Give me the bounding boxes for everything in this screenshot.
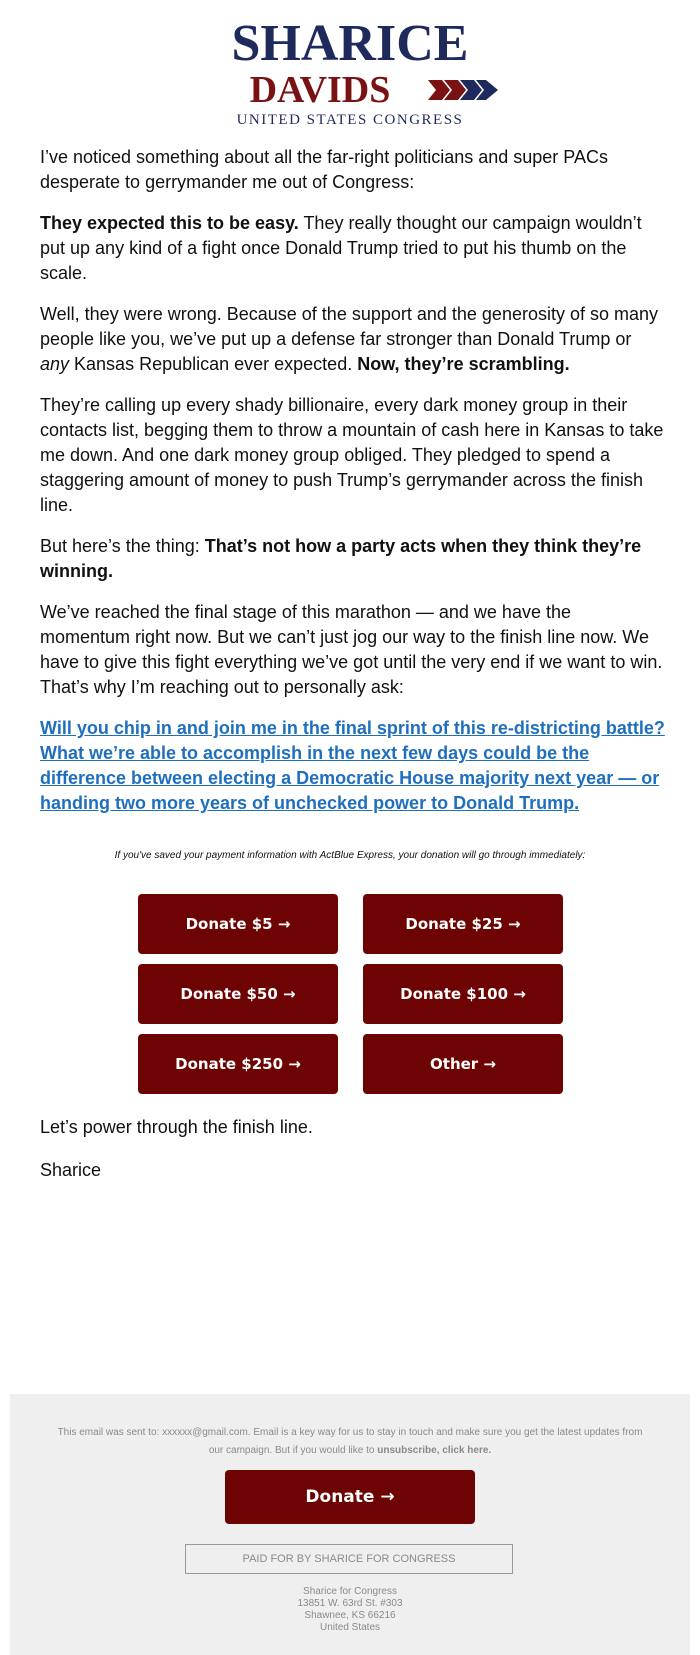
donate-50-button[interactable]: Donate $50 → — [138, 964, 338, 1024]
address-line: Shawnee, KS 66216 — [304, 1610, 396, 1621]
donate-other-button[interactable]: Other → — [363, 1034, 563, 1094]
paragraph-expected — [40, 211, 665, 286]
chevron-arrow-icon — [428, 80, 498, 100]
text-the-thing-start: But here’s the thing: — [40, 536, 205, 556]
unsubscribe-link[interactable]: unsubscribe, click here. — [377, 1445, 492, 1456]
donate-250-button[interactable]: Donate $250 → — [138, 1034, 338, 1094]
email-footer — [10, 1394, 690, 1655]
italic-any: any — [40, 354, 70, 374]
logo-name-first: SHARICE — [231, 15, 469, 72]
paragraph-the-thing — [40, 534, 665, 584]
closing-section — [40, 1115, 665, 1201]
sharice-davids-logo — [0, 15, 700, 129]
footer-donate-button[interactable]: Donate → — [225, 1470, 475, 1524]
mailing-address — [10, 1586, 690, 1634]
address-line: Sharice for Congress — [303, 1586, 397, 1597]
address-line: United States — [319, 1622, 381, 1633]
text-wrong-mid: Kansas Republican ever expected. — [69, 354, 358, 374]
donate-25-button[interactable]: Donate $25 → — [363, 894, 563, 954]
footer-email: xxxxxx@gmail.com — [162, 1427, 248, 1438]
text-wrong-start: Well, they were wrong. Because of the support and the generosity of so many people like you, we’ve put up a defense far stronger than Donald Trump or — [40, 304, 659, 349]
bold-not-winning: That’s not how a party acts when they think they’re winning. — [40, 536, 642, 581]
bold-scrambling: Now, they’re scrambling. — [357, 354, 570, 374]
paragraph-wrong — [40, 302, 665, 377]
footer-sent-suffix: . Email is a key way for us to stay in touch and make sure you get the latest updates from our campaign. But if you would like to — [208, 1427, 643, 1456]
paragraph-intro: I’ve noticed something about all the far-right politicians and super PACs desperate to gerrymander me out of Congress: — [40, 147, 608, 192]
ask-donate-link[interactable]: Will you chip in and join me in the final sprint of this re-districting battle? What we’re able to accomplish in the next few days could be the difference between electing a Democratic House majority next year — or handing two more years of unchecked power to Donald Trump. — [40, 718, 665, 813]
bold-expected: They expected this to be easy. — [40, 213, 299, 233]
paragraph-dark-money: They’re calling up every shady billionaire, every dark money group in their contacts list, begging them to throw a mountain of cash here in Kansas to take me down. And one dark money group obliged. They pledged to spend a staggering amount of money to push Trump’s gerrymander across the finish line. — [40, 395, 664, 515]
paid-for-disclaimer: PAID FOR BY SHARICE FOR CONGRESS — [185, 1544, 513, 1574]
paragraph-ask — [40, 716, 665, 816]
actblue-express-notice: If you've saved your payment information with ActBlue Express, your donation will go through immediately: — [114, 850, 586, 861]
donate-5-button[interactable]: Donate $5 → — [138, 894, 338, 954]
donate-100-button[interactable]: Donate $100 → — [363, 964, 563, 1024]
logo-name-last-text: DAVIDS — [249, 69, 391, 111]
text-expected-rest: They really thought our campaign wouldn’t put up any kind of a fight once Donald Trump tried to put his thumb on the scale. — [40, 213, 642, 283]
email-body — [40, 145, 665, 839]
closing-line: Let’s power through the finish line. — [40, 1117, 313, 1137]
footer-sent-prefix: This email was sent to: — [57, 1427, 163, 1438]
address-line: 13851 W. 63rd St. #303 — [297, 1598, 403, 1609]
logo-name-last — [250, 70, 391, 110]
logo-subtitle: UNITED STATES CONGRESS — [236, 112, 464, 128]
paragraph-final-stage: We’ve reached the final stage of this marathon — and we have the momentum right now. But we can’t just jog our way to the finish line now. We have to give this fight everything we’ve got until the very end if we want to win. That’s why I’m reaching out to personally ask: — [40, 602, 663, 697]
signature: Sharice — [40, 1160, 102, 1180]
footer-sent-to-text — [50, 1424, 650, 1460]
